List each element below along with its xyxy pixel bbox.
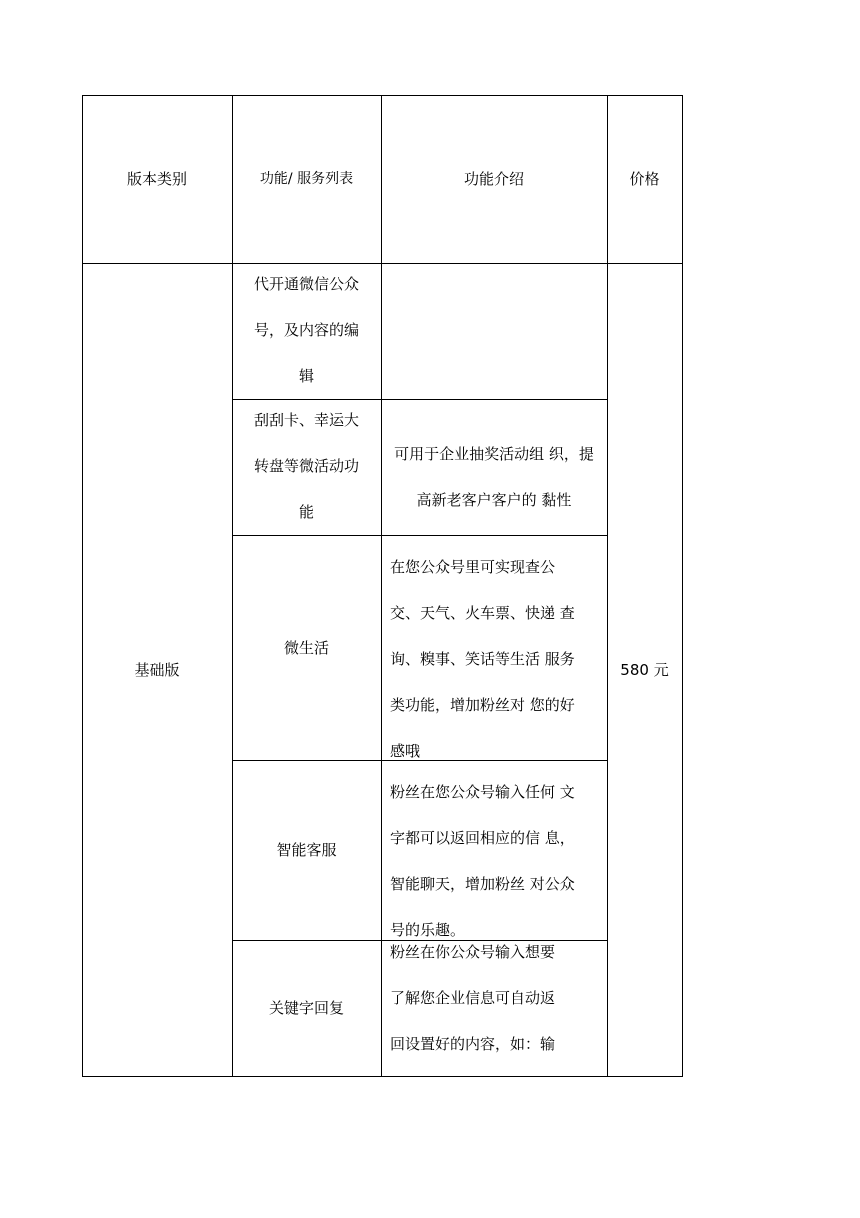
- intro-line: 可用于企业抽奖活动组 织，提: [394, 445, 594, 463]
- intro-line: 了解您企业信息可自动返: [390, 989, 556, 1007]
- header-feature-intro: 功能介绍: [463, 170, 524, 188]
- intro-line: 在您公众号里可实现查公: [390, 558, 556, 576]
- intro-line: 感哦: [390, 742, 421, 760]
- header-price: 价格: [629, 170, 660, 188]
- intro-line: 智能聊天，增加粉丝 对公众: [390, 875, 575, 893]
- feature-cell: [232, 397, 381, 535]
- intro-line: 类功能，增加粉丝对 您的好: [390, 696, 575, 714]
- price-value: 580 元: [620, 660, 669, 679]
- feature-line: 代开通微信公众: [253, 275, 359, 293]
- header-feature-list: 功能/ 服务列表: [259, 171, 354, 187]
- version-basic: 基础版: [134, 660, 180, 679]
- table-border-right: [682, 95, 683, 1077]
- header-version-type: 版本类别: [126, 170, 187, 188]
- intro-cell: [381, 431, 607, 523]
- intro-line: 粉丝在你公众号输入想要: [390, 943, 556, 961]
- intro-line: 字都可以返回相应的信 息，: [390, 829, 575, 847]
- feature-line: 刮刮卡、幸运大: [253, 411, 359, 429]
- intro-line: 交、天气、火车票、快递 查: [390, 604, 575, 622]
- intro-line: 粉丝在您公众号输入任何 文: [390, 783, 575, 801]
- pricing-table: [82, 95, 683, 1077]
- intro-line: 高新老客户客户的 黏性: [416, 491, 572, 509]
- intro-line: 回设置好的内容，如：输: [390, 1035, 556, 1053]
- intro-cell: [390, 769, 604, 953]
- feature-line: 辑: [298, 367, 314, 385]
- intro-line: 号的乐趣。: [390, 921, 466, 939]
- intro-line: 询、糗事、笑话等生活 服务: [390, 650, 575, 668]
- feature-cell: [232, 261, 381, 399]
- table-border-bottom: [82, 1076, 683, 1077]
- feature-cell: 微生活: [283, 638, 329, 657]
- feature-line: 号，及内容的编: [253, 321, 359, 339]
- feature-line: 转盘等微活动功: [253, 457, 359, 475]
- intro-cell: [390, 544, 604, 774]
- feature-cell: 关键字回复: [268, 999, 344, 1017]
- intro-cell: [390, 929, 604, 1067]
- feature-line: 能: [298, 503, 314, 521]
- feature-cell: 智能客服: [276, 841, 337, 859]
